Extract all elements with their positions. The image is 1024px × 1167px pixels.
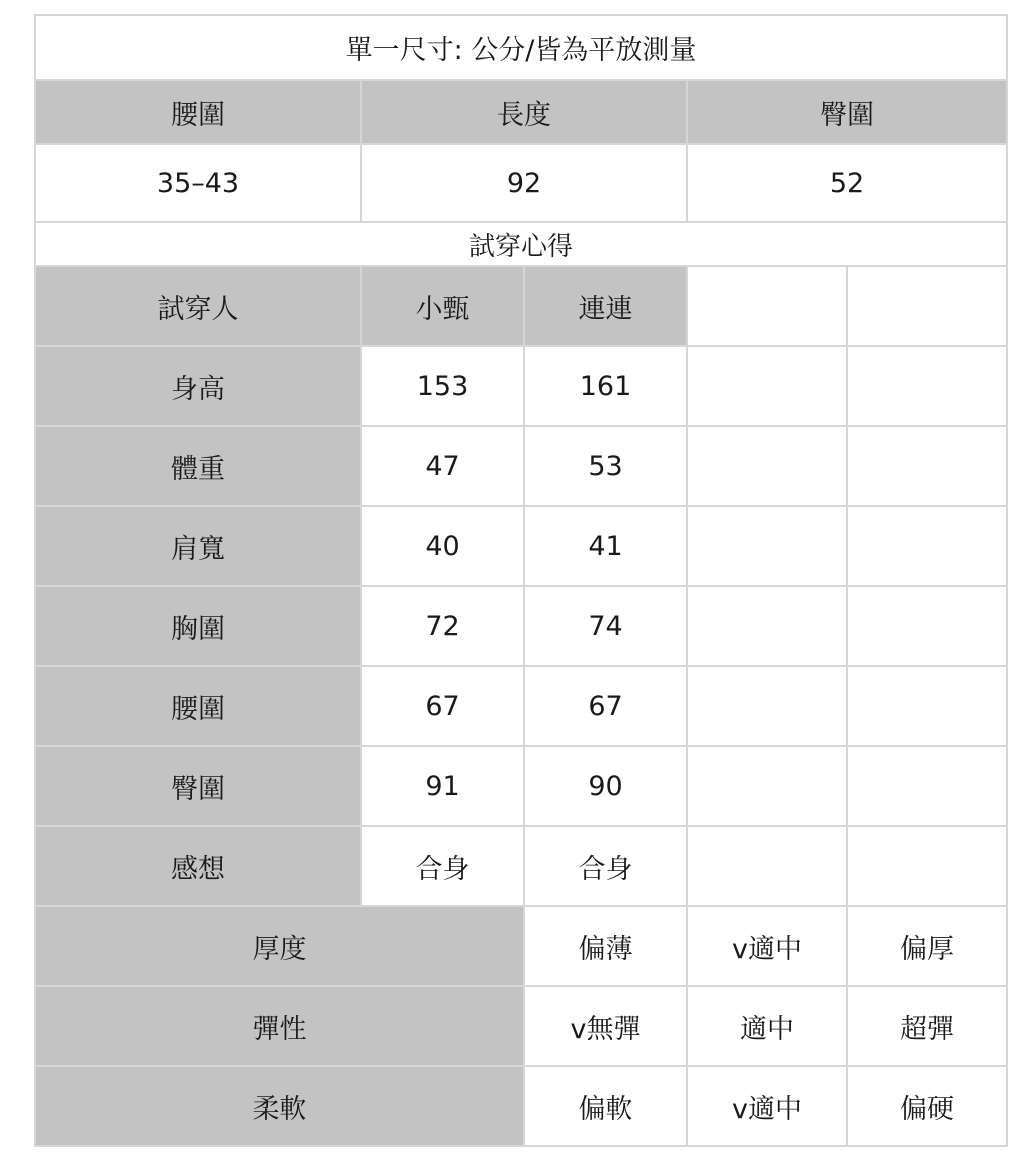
empty-cell [687,426,847,506]
empty-cell [687,266,847,346]
empty-cell [847,346,1007,426]
size-chart-table [34,14,1008,1147]
empty-cell [687,666,847,746]
fabric-option-selected: v無彈 [524,986,687,1066]
empty-cell [847,586,1007,666]
person-name: 連連 [524,266,687,346]
fitting-section-title: 試穿心得 [35,222,1007,266]
value-hip: 52 [687,144,1007,222]
empty-cell [847,266,1007,346]
row-value: 74 [524,586,687,666]
fabric-option-selected: v適中 [687,1066,847,1146]
row-label: 肩寬 [35,506,361,586]
table-row [35,586,1007,666]
fabric-option: 偏厚 [847,906,1007,986]
row-value: 40 [361,506,524,586]
empty-cell [687,586,847,666]
row-value: 53 [524,426,687,506]
fabric-option: 超彈 [847,986,1007,1066]
value-length: 92 [361,144,687,222]
table-row [35,426,1007,506]
row-label: 胸圍 [35,586,361,666]
fabric-row [35,986,1007,1066]
header-hip: 臀圍 [687,80,1007,144]
table-row [35,346,1007,426]
row-value: 41 [524,506,687,586]
row-value: 91 [361,746,524,826]
header-waist: 腰圍 [35,80,361,144]
fabric-option-selected: v適中 [687,906,847,986]
row-value: 161 [524,346,687,426]
table-title: 單一尺寸: 公分/皆為平放測量 [35,15,1007,80]
empty-cell [847,506,1007,586]
fabric-label: 彈性 [35,986,524,1066]
fabric-row [35,906,1007,986]
row-value: 72 [361,586,524,666]
empty-cell [687,506,847,586]
empty-cell [687,346,847,426]
fabric-row [35,1066,1007,1146]
fitting-header-label: 試穿人 [35,266,361,346]
fabric-label: 柔軟 [35,1066,524,1146]
table-row [35,506,1007,586]
row-label: 身高 [35,346,361,426]
empty-cell [687,746,847,826]
table-row [35,666,1007,746]
fabric-option: 偏軟 [524,1066,687,1146]
row-value: 47 [361,426,524,506]
fabric-option: 偏硬 [847,1066,1007,1146]
row-value: 90 [524,746,687,826]
fabric-label: 厚度 [35,906,524,986]
row-label: 體重 [35,426,361,506]
table-row [35,746,1007,826]
row-value: 153 [361,346,524,426]
empty-cell [847,666,1007,746]
row-label: 臀圍 [35,746,361,826]
person-name: 小甄 [361,266,524,346]
empty-cell [847,746,1007,826]
header-length: 長度 [361,80,687,144]
empty-cell [847,826,1007,906]
fabric-option: 偏薄 [524,906,687,986]
row-label: 腰圍 [35,666,361,746]
row-value: 合身 [524,826,687,906]
fabric-option: 適中 [687,986,847,1066]
row-value: 合身 [361,826,524,906]
row-value: 67 [524,666,687,746]
empty-cell [847,426,1007,506]
row-label: 感想 [35,826,361,906]
table-row [35,826,1007,906]
empty-cell [687,826,847,906]
row-value: 67 [361,666,524,746]
value-waist: 35–43 [35,144,361,222]
